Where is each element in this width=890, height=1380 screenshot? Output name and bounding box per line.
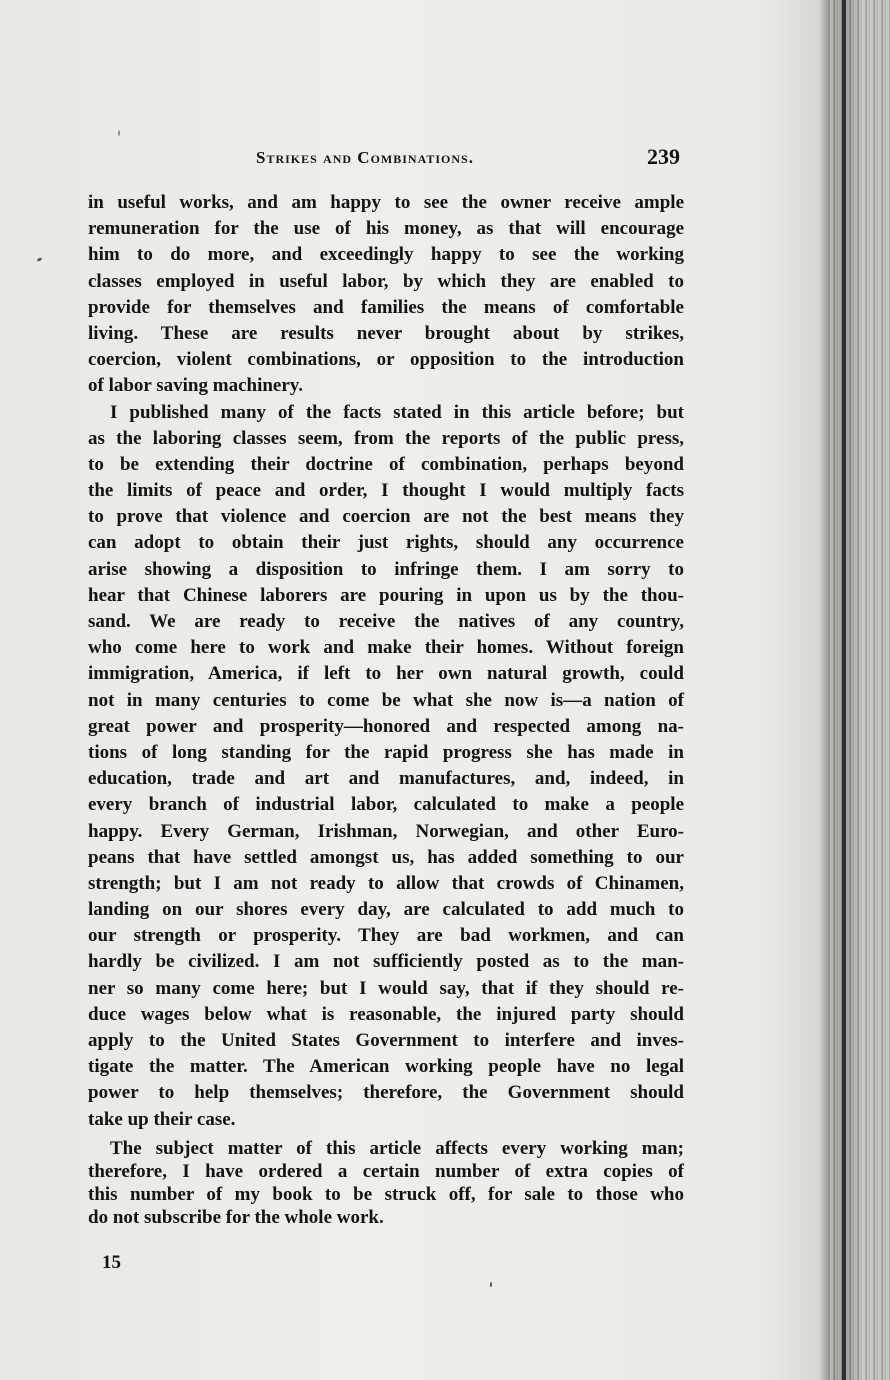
text-line: not in many centuries to come be what she now is—a nation of	[88, 689, 684, 711]
text-line: our strength or prosperity. They are bad workmen, and can	[88, 925, 684, 947]
text-line: apply to the United States Government to interfere and inves-	[88, 1030, 684, 1051]
text-line: to be extending their doctrine of combination, perhaps beyond	[88, 453, 684, 475]
paragraph-1	[88, 190, 684, 400]
body-text	[88, 190, 684, 1229]
text-line: can adopt to obtain their just rights, should any occurrence	[88, 532, 684, 554]
ink-speck	[490, 1282, 492, 1287]
page-number: 239	[647, 144, 680, 169]
binding-shadow	[842, 0, 846, 1380]
ink-speck	[37, 257, 43, 262]
text-line: landing on our shores every day, are calculated to add much to	[88, 899, 684, 921]
paragraph-3	[88, 1137, 684, 1229]
text-line: classes employed in useful labor, by which they are enabled to	[88, 270, 684, 292]
text-line: I published many of the facts stated in this article before; but	[110, 401, 684, 423]
text-line: remuneration for the use of his money, as that will encourage	[88, 218, 684, 240]
text-line: him to do more, and exceedingly happy to see the working	[88, 244, 684, 266]
text-line: of labor saving machinery.	[88, 375, 303, 397]
text-line: strength; but I am not ready to allow that crowds of Chinamen,	[88, 872, 684, 894]
running-head: Strikes and Combinations.	[256, 148, 474, 167]
text-line: duce wages below what is reasonable, the injured party should	[88, 1003, 684, 1025]
text-line: to prove that violence and coercion are not the best means they	[88, 506, 684, 528]
page-header	[88, 146, 684, 176]
text-line: the limits of peace and order, I thought I would multiply facts	[88, 480, 684, 502]
text-line: who come here to work and make their homes. Without foreign	[88, 637, 684, 659]
text-line: therefore, I have ordered a certain number of extra copies of	[88, 1160, 684, 1182]
text-line: ner so many come here; but I would say, that if they should re-	[88, 977, 684, 999]
ink-speck	[118, 130, 120, 136]
text-line: great power and prosperity—honored and respected among na-	[88, 715, 684, 737]
text-line: arise showing a disposition to infringe them. I am sorry to	[88, 558, 684, 580]
text-line: every branch of industrial labor, calculated to make a people	[88, 794, 684, 816]
paragraph-2	[88, 400, 684, 1133]
text-line: as the laboring classes seem, from the reports of the public press,	[88, 427, 684, 449]
text-line: take up their case.	[88, 1108, 236, 1130]
text-line: sand. We are ready to receive the natives of any country,	[88, 611, 684, 632]
text-line: power to help themselves; therefore, the Government should	[88, 1082, 684, 1104]
text-line: peans that have settled amongst us, has added something to our	[88, 846, 684, 868]
text-line: this number of my book to be struck off, for sale to those who	[88, 1183, 684, 1205]
text-line: immigration, America, if left to her own natural growth, could	[88, 663, 684, 685]
signature-mark: 15	[102, 1252, 121, 1273]
text-line: happy. Every German, Irishman, Norwegian, and other Euro-	[88, 820, 684, 842]
text-line: tions of long standing for the rapid progress she has made in	[88, 741, 684, 763]
text-line: provide for themselves and families the means of comfortable	[88, 296, 684, 318]
book-binding-edge	[830, 0, 890, 1380]
text-line: in useful works, and am happy to see the owner receive ample	[88, 192, 684, 213]
text-line: hear that Chinese laborers are pouring in upon us by the thou-	[88, 584, 684, 606]
text-line: education, trade and art and manufactures, and, indeed, in	[88, 768, 684, 790]
text-line: The subject matter of this article affects every working man;	[110, 1137, 684, 1159]
text-line: do not subscribe for the whole work.	[88, 1206, 384, 1228]
text-line: tigate the matter. The American working people have no legal	[88, 1056, 684, 1078]
text-line: coercion, violent combinations, or opposition to the introduction	[88, 349, 684, 371]
text-line: hardly be civilized. I am not sufficiently posted as to the man-	[88, 951, 684, 973]
text-line: living. These are results never brought about by strikes,	[88, 322, 684, 344]
